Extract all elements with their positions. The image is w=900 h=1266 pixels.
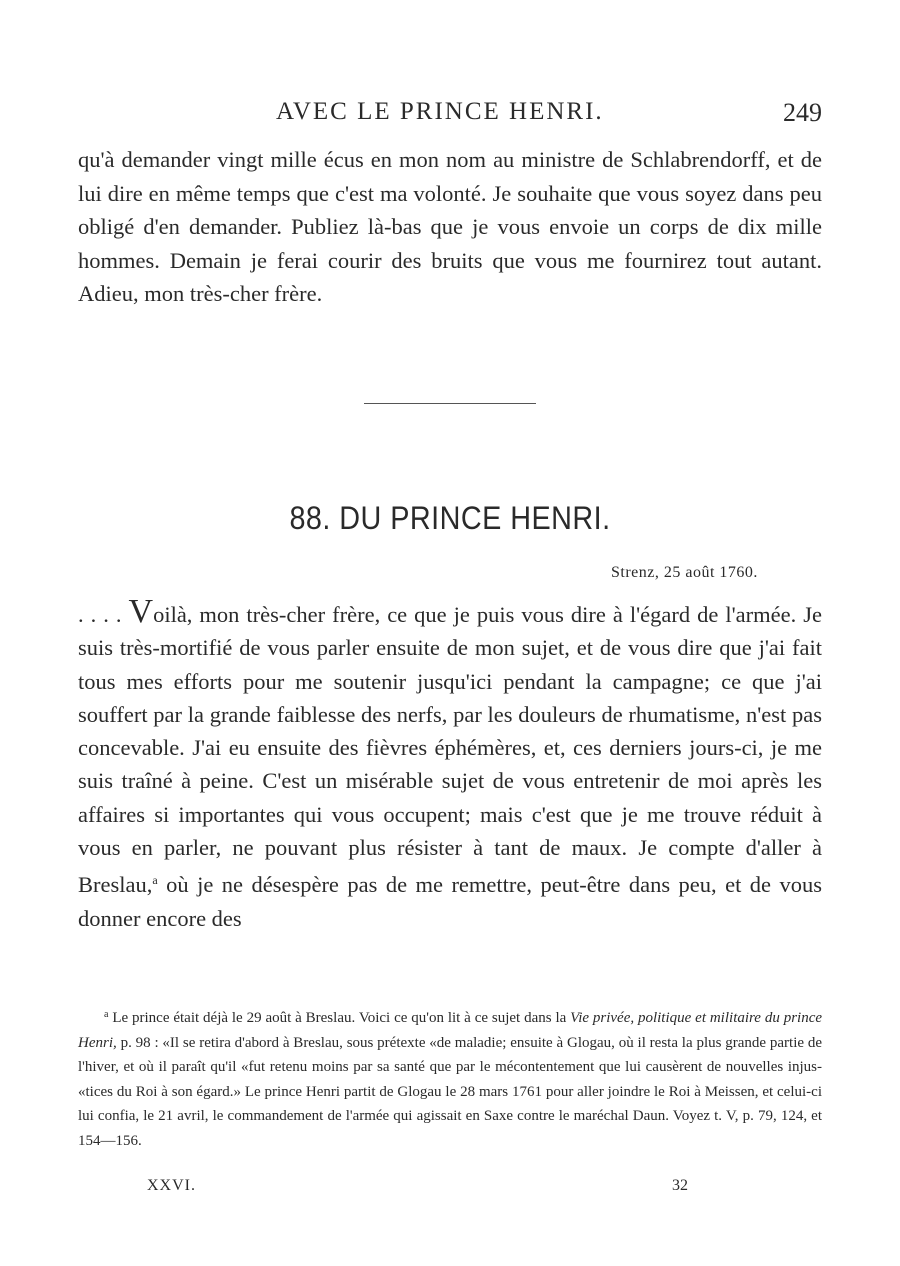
- footnote-book-title: Vie privée, politique et militaire du prince Henri,: [78, 1010, 823, 1051]
- letter-body-part-1: oilà, mon très-cher frère, ce que je puis vous dire à l'égard de l'armée. Je suis très-mortifié de vous parler ensuite de mon sujet, et de vous dire que j'ai fait tous mes efforts pour me soutenir jusqu'ici pendant la campagne; ce que j'ai souffert par la grande faiblesse des nerfs, par les douleurs de rhumatisme, n'est pas concevable. J'ai eu ensuite des fièvres éphémères, et, ces derniers jours-ci, je me suis traîné à peine. C'est un misérable sujet de vous entretenir de moi après les affaires si importantes qui vous occupent; mais c'est que je me trouve réduit à vous en parler, ne pouvant plus résister à tant de maux. Je compte d'aller à Breslau,: [78, 602, 822, 898]
- letter-date: Strenz, 25 août 1760.: [611, 564, 758, 581]
- letter-body: [78, 593, 823, 935]
- sheet-number: 32: [672, 1177, 688, 1194]
- section-divider: [364, 403, 536, 404]
- previous-letter-text: qu'à demander vingt mille écus en mon nom au ministre de Schlabrendorff, et de lui dire en même temps que c'est ma volonté. Je souhaite que vous soyez dans peu obligé d'en demander. Publiez là-bas que je vous envoie un corps de dix mille hommes. Demain je ferai courir des bruits que vous me fournirez tout autant. Adieu, mon très-cher frère.: [78, 147, 822, 306]
- ellipsis-lead: . . . .: [78, 602, 122, 627]
- footnote-reference: a: [152, 873, 158, 888]
- footnote: [78, 1003, 822, 1154]
- footnote-mark: a: [104, 1009, 109, 1020]
- running-head: [0, 98, 900, 128]
- page-number: 249: [783, 98, 822, 127]
- letter-heading: 88. DU PRINCE HENRI.: [289, 500, 611, 536]
- footnote-text-2: p. 98 : «Il se retira d'abord à Breslau, sous prétexte «de maladie; ensuite à Glogau, où il resta la plus grande partie de l'hiver, et où il paraît qu'il «fut retenu moins par sa santé que par le mécontentement que lui causèrent de nouvelles injus- «tices du Roi à son égard.» Le prince Henri partit de Glogau le 28 mars 1761 pour aller joindre le Roi à Meissen, et celui-ci lui confia, le 21 avril, le commandement de l'armée qui agissait en Saxe contre le maréchal Daun. Voyez t. V, p. 79, 124, et 154—156.: [78, 1034, 823, 1149]
- letter-body-part-2: où je ne désespère pas de me remettre, peut-être dans peu, et de vous donner encore des: [78, 872, 823, 931]
- drop-cap: V: [128, 593, 154, 630]
- running-title: AVEC LE PRINCE HENRI.: [276, 98, 604, 125]
- signature-mark: XXVI.: [147, 1177, 196, 1194]
- footnote-text-1: Le prince était déjà le 29 août à Breslau. Voici ce qu'on lit à ce sujet dans la: [112, 1010, 567, 1026]
